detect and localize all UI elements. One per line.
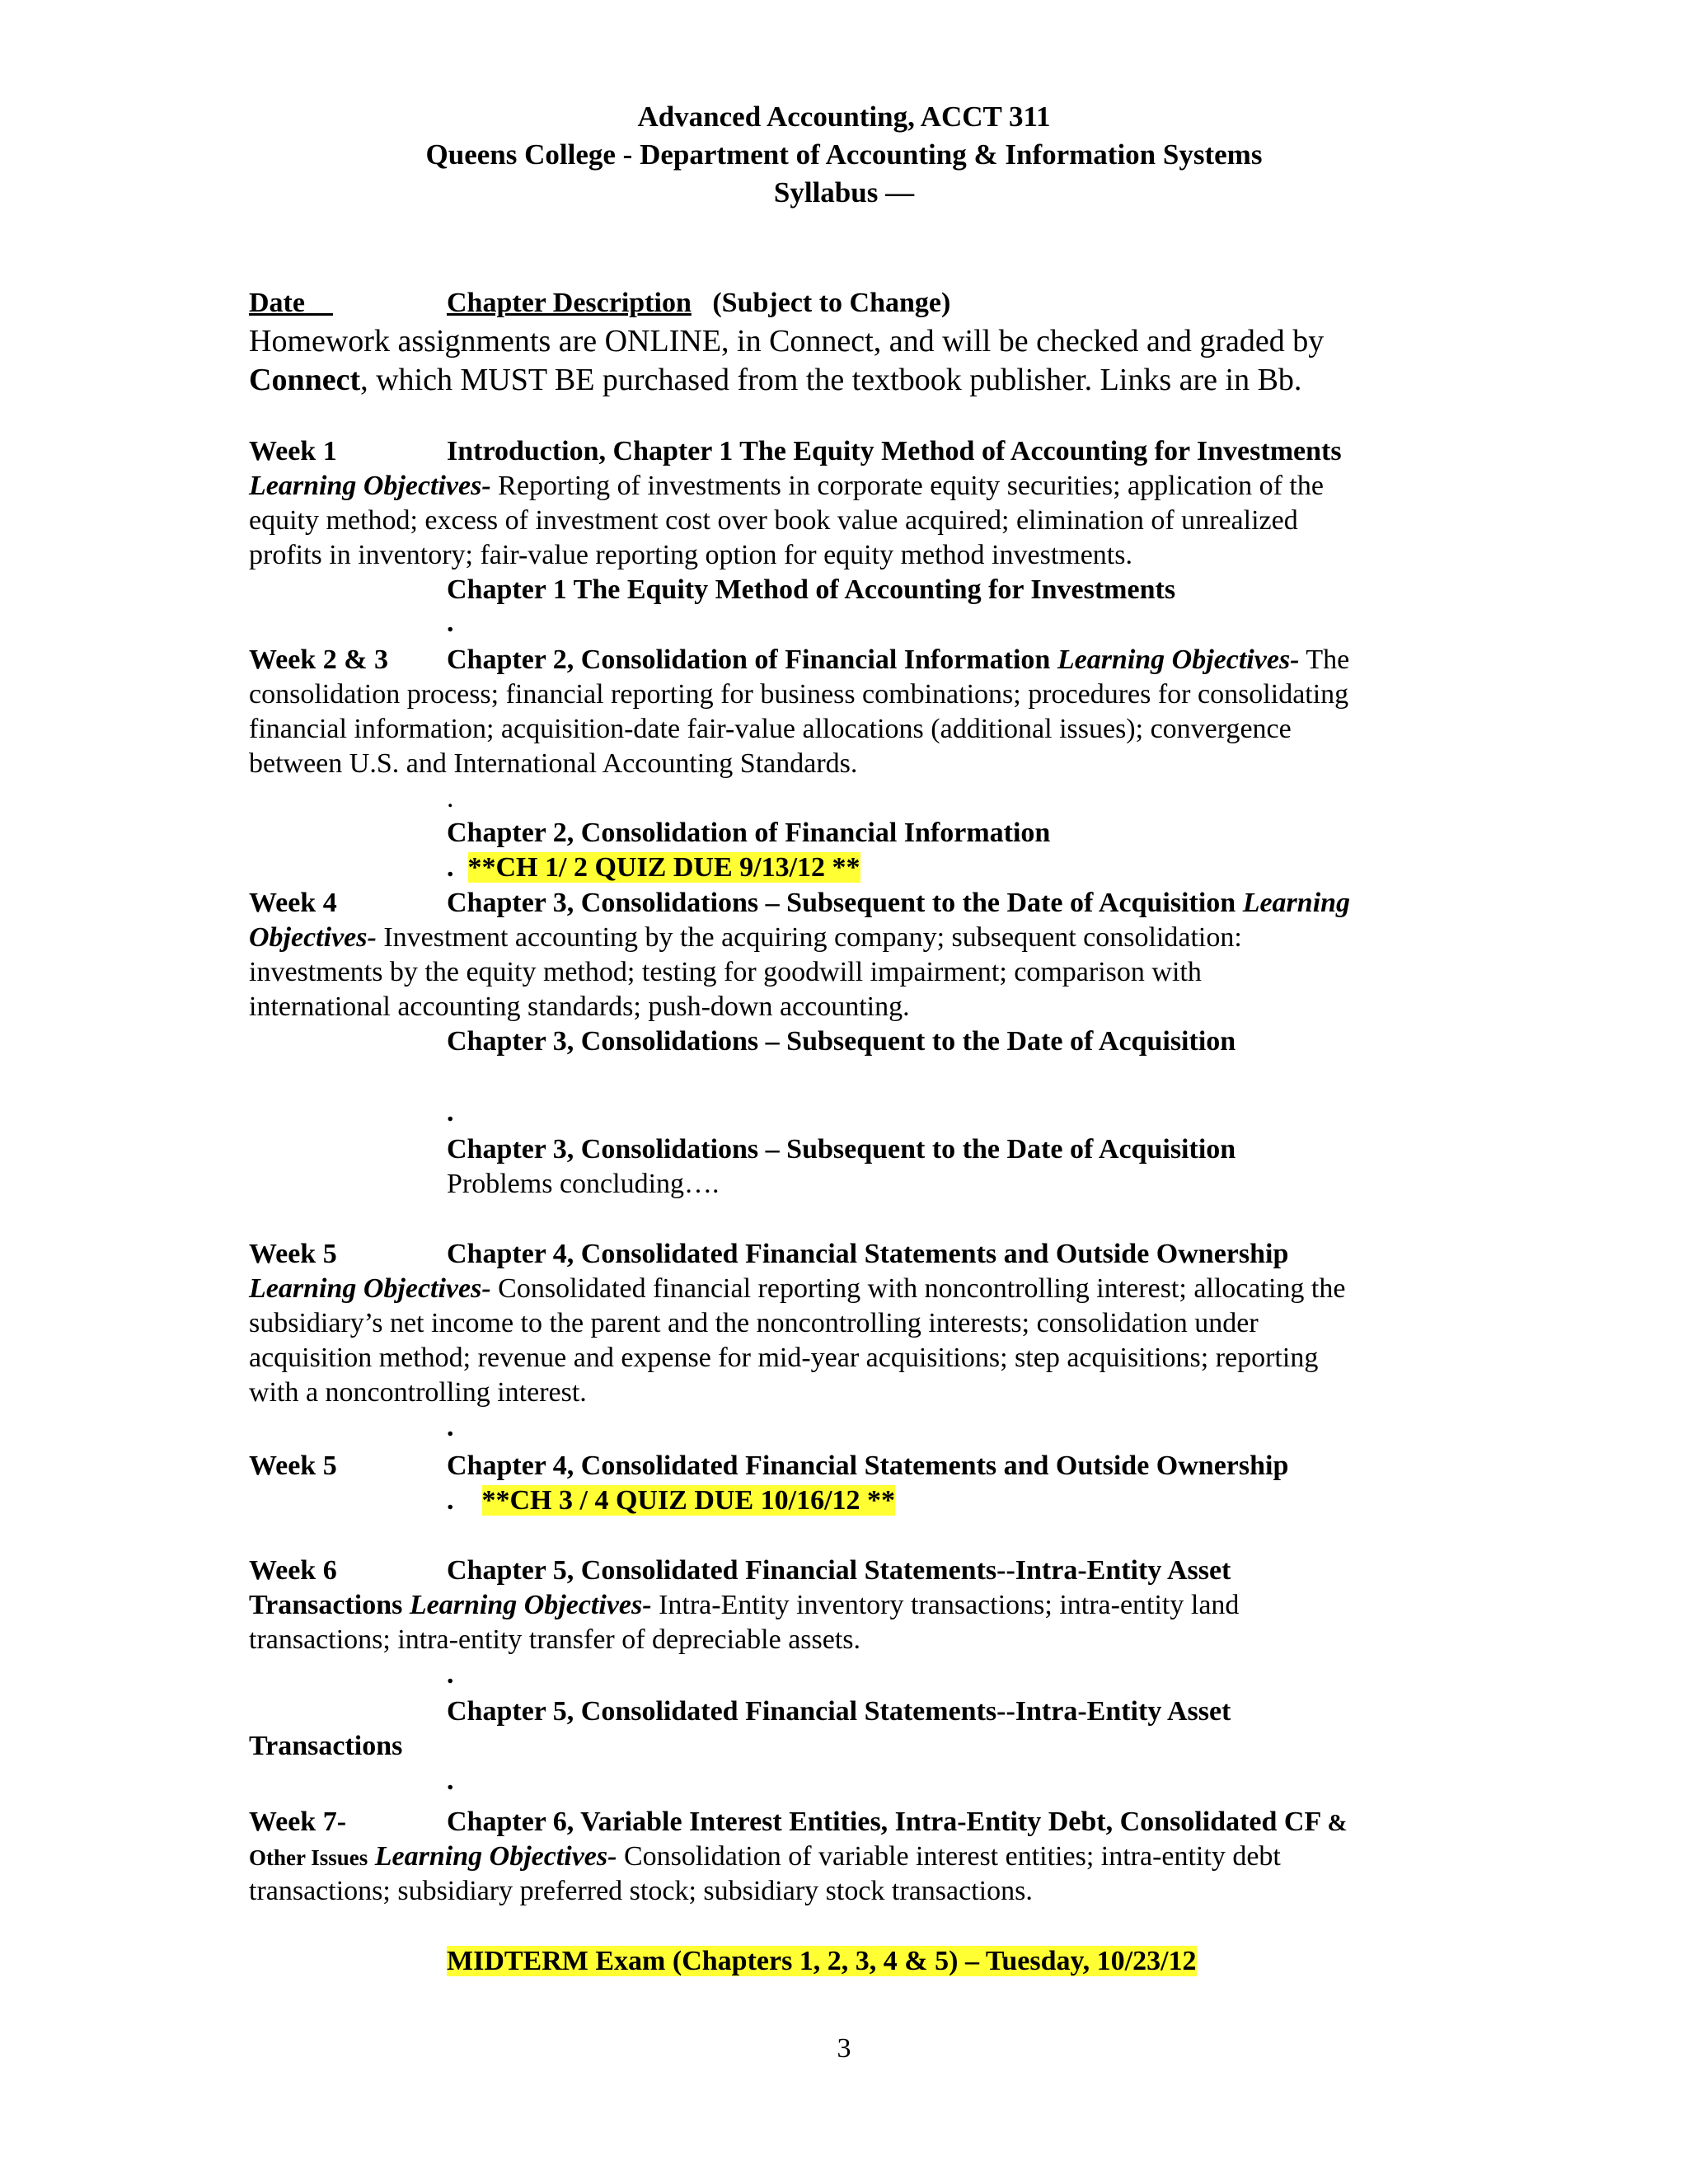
quiz-3-4-due: **CH 3 / 4 QUIZ DUE 10/16/12 **	[481, 1485, 896, 1516]
quiz-3-4-row	[447, 1485, 895, 1516]
week-5-objectives-line-2: subsidiary’s net income to the parent and the noncontrolling interests; consolidation under	[249, 1308, 1259, 1338]
week-6-subheading: Chapter 5, Consolidated Financial Statements--Intra-Entity Asset	[447, 1696, 1231, 1727]
week-1-title: Introduction, Chapter 1 The Equity Method of Accounting for Investments	[447, 436, 1342, 466]
week-5-objectives-line-4: with a noncontrolling interest.	[249, 1377, 587, 1408]
syllabus-title: Syllabus —	[773, 176, 915, 209]
week-7-objectives-line-1: Other Issues Learning Objectives- Consolidation of variable interest entities; intra-entity debt	[249, 1841, 1281, 1872]
connect-label: Connect	[249, 363, 361, 397]
week-4-objectives-line-3: international accounting standards; push-down accounting.	[249, 991, 910, 1022]
week-2-3-label: Week 2 & 3	[249, 644, 389, 675]
column-chapter-header	[447, 288, 950, 319]
bullet-dot: .	[447, 1485, 454, 1516]
week-7-objectives-line-2: transactions; subsidiary preferred stock; subsidiary stock transactions.	[249, 1876, 1033, 1906]
week-5-objectives-line-3: acquisition method; revenue and expense for mid-year acquisitions; step acquisitions; reporting	[249, 1343, 1319, 1373]
quiz-1-2-row	[447, 852, 860, 883]
week-2-3-objectives-line-1: consolidation process; financial reporting for business combinations; procedures for consolidating	[249, 679, 1349, 710]
column-date-header: Date	[249, 288, 305, 318]
week-5-objectives-line-1: Learning Objectives- Consolidated financial reporting with noncontrolling interest; allocating the	[249, 1273, 1346, 1304]
week-4-objectives-line-1: Objectives- Investment accounting by the acquiring company; subsequent consolidation:	[249, 922, 1242, 953]
week-2-3-objectives-line-2: financial information; acquisition-date fair-value allocations (additional issues); convergence	[249, 714, 1292, 744]
week-4-subheading-1: Chapter 3, Consolidations – Subsequent to the Date of Acquisition	[447, 1026, 1236, 1057]
quiz-1-2-due: **CH 1/ 2 QUIZ DUE 9/13/12 **	[467, 852, 860, 883]
bullet-dot: .	[447, 1659, 454, 1690]
bullet-dot: .	[447, 607, 454, 638]
department-title: Queens College - Department of Accounting & Information Systems	[425, 138, 1263, 171]
subject-to-change-note: (Subject to Change)	[712, 288, 951, 318]
week-5-title: Chapter 4, Consolidated Financial Statements and Outside Ownership	[447, 1239, 1289, 1269]
page-number: 3	[837, 2033, 851, 2064]
week-4-objectives-line-2: investments by the equity method; testing for goodwill impairment; comparison with	[249, 957, 1202, 987]
week-7-title: Chapter 6, Variable Interest Entities, Intra-Entity Debt, Consolidated CF &	[447, 1807, 1348, 1837]
week-5-label: Week 5	[249, 1239, 337, 1269]
homework-line-2: Connect, which MUST BE purchased from the textbook publisher. Links are in Bb.	[249, 363, 1302, 397]
week-6-objectives-line-1: Transactions Learning Objectives- Intra-Entity inventory transactions; intra-entity land	[249, 1590, 1240, 1620]
week-1-objectives-line-3: profits in inventory; fair-value reporting option for equity method investments.	[249, 540, 1132, 570]
bullet-dot: .	[447, 783, 454, 813]
week-5-label-2: Week 5	[249, 1451, 337, 1481]
week-4-title: Chapter 3, Consolidations – Subsequent to the Date of Acquisition Learning	[447, 888, 1351, 918]
chapter-description-label: Chapter Description	[447, 288, 692, 318]
course-title: Advanced Accounting, ACCT 311	[637, 101, 1051, 133]
week-4-label: Week 4	[249, 888, 337, 918]
week-7-label: Week 7-	[249, 1807, 347, 1837]
week-2-3-subheading: Chapter 2, Consolidation of Financial Information	[447, 818, 1051, 848]
week-1-objectives-line-1: Learning Objectives- Reporting of investments in corporate equity securities; application of the	[249, 471, 1324, 501]
week-2-3-title: Chapter 2, Consolidation of Financial Information Learning Objectives- The	[447, 644, 1350, 675]
homework-line-1: Homework assignments are ONLINE, in Connect, and will be checked and graded by	[249, 324, 1325, 359]
week-2-3-objectives-line-3: between U.S. and International Accounting Standards.	[249, 748, 858, 779]
week-6-objectives-line-2: transactions; intra-entity transfer of depreciable assets.	[249, 1624, 861, 1655]
week-6-title: Chapter 5, Consolidated Financial Statements--Intra-Entity Asset	[447, 1555, 1231, 1586]
week-6-label: Week 6	[249, 1555, 337, 1586]
week-1-objectives-line-2: equity method; excess of investment cost over book value acquired; elimination of unrealized	[249, 505, 1298, 536]
week-5-subheading: Chapter 4, Consolidated Financial Statements and Outside Ownership	[447, 1451, 1289, 1481]
bullet-dot: .	[447, 1097, 454, 1127]
bullet-dot: .	[447, 1765, 454, 1796]
week-4-subheading-2: Chapter 3, Consolidations – Subsequent to the Date of Acquisition	[447, 1134, 1236, 1165]
problems-concluding: Problems concluding….	[447, 1169, 720, 1199]
week-1-subheading: Chapter 1 The Equity Method of Accounting for Investments	[447, 574, 1176, 605]
bullet-dot: .	[447, 1412, 454, 1442]
week-1-label: Week 1	[249, 436, 337, 466]
midterm-exam: MIDTERM Exam (Chapters 1, 2, 3, 4 & 5) – Tuesday, 10/23/12	[447, 1946, 1197, 1976]
bullet-dot: .	[447, 852, 454, 883]
week-6-subheading-continued: Transactions	[249, 1731, 403, 1761]
